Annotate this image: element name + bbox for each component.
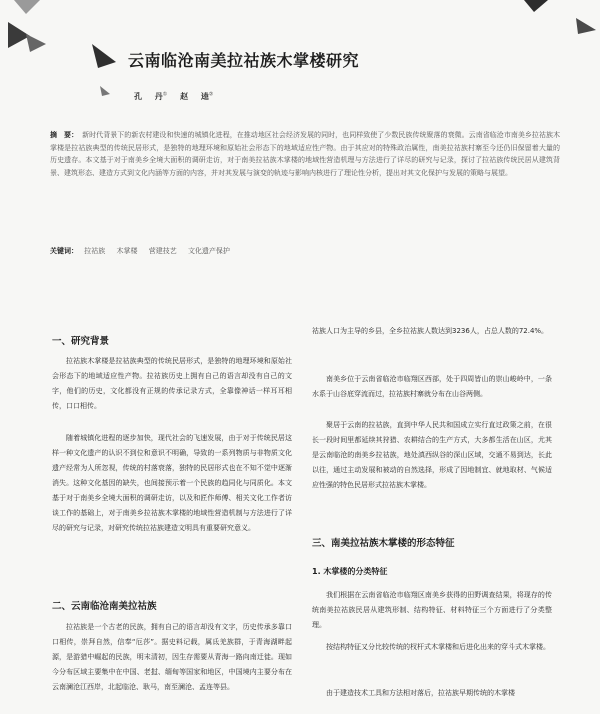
section-2-paragraph-1: 拉祜族是一个古老的民族，拥有自己的语言却没有文字，历史传承多靠口口相传，崇拜自然，信奉“厄莎”。据史料记载，属氐羌族群，于青海湖畔起源，是游猎中崛起的民族，明末清初，因生存需要从青海一路向南迁徙。现如今分布区域主要集中在中国、老挝、缅甸等国家和地区，中国境内主要分布在云南澜沧江西岸，北起临沧、耿马，南至澜沧、孟连等县。 — [52, 623, 292, 691]
keywords — [50, 246, 560, 256]
section-3-subheading: 1. 木掌楼的分类特征 — [312, 567, 388, 576]
decorative-triangles-top-left — [0, 0, 130, 110]
author-2-mark: ② — [208, 91, 214, 98]
section-2-heading: 二、云南临沧南美拉祜族 — [52, 601, 157, 612]
abstract-text: 新时代背景下的新农村建设和快速的城镇化进程，在推动地区社会经济发展的同时，也同样致使了少数民族传统聚落的衰微。云南省临沧市南美乡拉祜族木掌楼是拉祜族典型的传统民居形式，是独特的地理环境和原始社会形态下的地域适应性产物。由于其应对的特殊政治属性，南美拉祜族村寨至今还仍旧保留着大量的历史遗存。本文基于对于南美乡全境大面积的调研走访，对于南美拉祜族木掌楼的地域性营造机理与方法进行了详尽的研究与记录，探讨了拉祜族传统民居从建筑背景、建筑形态、建造方式到文化内涵等方面的内容，并对其发展与演变的轨迹与影响内核进行了理论性分析，提出对其文化保护与发展的策略与展望。 — [50, 131, 561, 177]
keywords-label: 关键词： — [50, 247, 78, 255]
right-paragraph-3: 聚居于云南的拉祜族，直到中华人民共和国成立实行直过政策之前，在很长一段时间里都延续其狩猎、农耕结合的生产方式，大多都生活在山区，尤其是云南临沧的南美乡拉祜族，地处滇西纵谷的深山区域，交通不易到达，长此以往，通过主动发展和被动的自然选择，形成了因地制宜、就地取材、气候适应性强的特色民居形式拉祜族木掌楼。 — [312, 421, 552, 489]
keyword: 木掌楼 — [116, 247, 138, 255]
paper-title: 云南临沧南美拉祜族木掌楼研究 — [128, 51, 360, 70]
authors — [134, 91, 213, 102]
abstract-label: 摘 要： — [50, 131, 79, 139]
decorative-triangles-top-right — [520, 0, 600, 70]
section-1-paragraph-1: 拉祜族木掌楼是拉祜族典型的传统民居形式，是独特的地理环境和原始社会形态下的地域适应性产物。拉祜族历史上拥有自己的语言却没有自己的文字，他们的历史，文化都没有正规的传承记录方式，全靠像神话一样耳耳相传，口口相传。 — [52, 357, 292, 410]
keyword: 文化遗产保护 — [187, 247, 230, 255]
keyword: 拉祜族 — [84, 247, 106, 255]
author-2: 赵 逵 — [180, 92, 209, 101]
section-3-heading: 三、南美拉祜族木掌楼的形态特征 — [312, 538, 455, 549]
abstract — [50, 129, 560, 179]
section-1-paragraph-2: 随着城镇化进程的逐步加快，现代社会的飞速发展，由于对于传统民居这样一种文化遗产的认识不到位和意识不明确，导致的一系列物质与非物质文化遗产经常为人所忽视，传统的村落衰落，独特的民居形式也在不知不觉中逐渐消失。这种文化基因的缺失，也间接预示着一个民族的趋同化与同质化。本文基于对于南美乡全境大面积的调研走访，以及和匠作师傅、相关文化工作者访谈工作的基础上，对于南美乡拉祜族木掌楼的地域性营造机制与方法进行了详尽的研究与记录，对研究传统拉祜族建造文明具有重要研究意义。 — [52, 434, 292, 532]
section-1-heading: 一、研究背景 — [52, 336, 110, 347]
section-3-paragraph-3: 由于建造技术工具和方法相对落后，拉祜族早期传统的木掌楼 — [326, 689, 515, 697]
keyword: 营建技艺 — [148, 247, 177, 255]
section-3-paragraph-1: 我们根据在云南省临沧市临翔区南美乡获得的田野调查结果，将现存的传统南美拉祜族民居从建筑形制、结构特征、材料特征三个方面进行了分类整理。 — [312, 591, 552, 629]
section-3-paragraph-2: 按结构特征又分比较传统的杈杆式木掌楼和后进化出来的穿斗式木掌楼。 — [326, 643, 550, 651]
right-paragraph-1: 祜族人口为主导的乡县，全乡拉祜族人数达到3236人，占总人数的72.4%。 — [312, 327, 549, 335]
author-1-mark: ① — [162, 91, 168, 98]
author-1: 孔 丹 — [134, 92, 163, 101]
right-paragraph-2: 南美乡位于云南省临沧市临翔区西部，处于四周皆山的崇山峻岭中，一条水系于山谷底穿流而过，拉祜族村寨就分布在山谷两侧。 — [312, 375, 552, 398]
